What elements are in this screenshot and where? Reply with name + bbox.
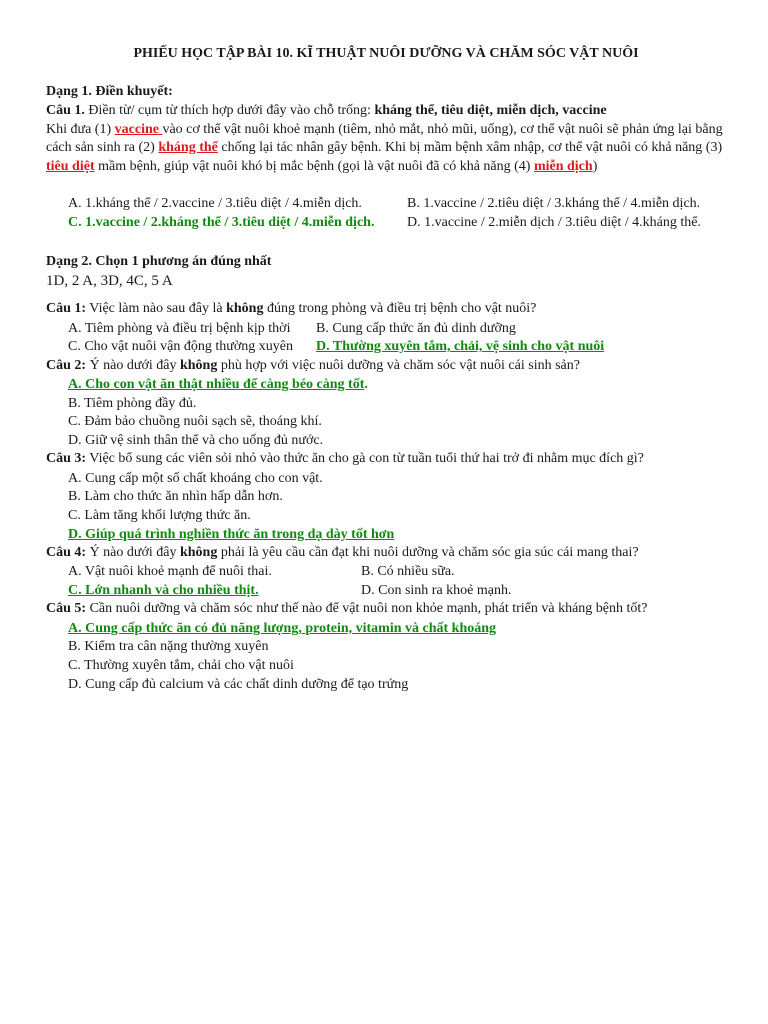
part1-option-d: D. 1.vaccine / 2.miễn dịch / 3.tiêu diệt / 4.kháng thể. [407, 215, 701, 230]
part2-heading: Dạng 2. Chọn 1 phương án đúng nhất [46, 254, 272, 269]
q2-option-b: B. Tiêm phòng đầy đủ. [68, 396, 197, 411]
page-title: PHIẾU HỌC TẬP BÀI 10. KĨ THUẬT NUÔI DƯỠNG VÀ CHĂM SÓC VẬT NUÔI [133, 46, 639, 61]
q3-option-a: A. Cung cấp một số chất khoáng cho con vật. [68, 471, 323, 486]
blank-answer-2: kháng thể [158, 140, 218, 155]
part1-option-b: B. 1.vaccine / 2.tiêu diệt / 3.kháng thể / 4.miễn dịch. [407, 196, 701, 211]
q4-option-a: A. Vật nuôi khoẻ mạnh để nuôi thai. [68, 564, 272, 579]
part1-option-a: A. 1.kháng thể / 2.vaccine / 3.tiêu diệt / 4.miễn dịch. [68, 196, 362, 211]
q3-text: Câu 3: Việc bổ sung các viên sỏi nhỏ vào thức ăn cho gà con từ tuần tuổi thứ hai trở đi nhằm mục đích gì? [46, 451, 644, 466]
part1-question: Câu 1. Điền từ/ cụm từ thích hợp dưới đây vào chỗ trống: kháng thể, tiêu diệt, miễn dịch, vaccine [46, 103, 607, 118]
q3-option-c: C. Làm tăng khối lượng thức ăn. [68, 508, 251, 523]
q5-option-b: B. Kiểm tra cân nặng thường xuyên [68, 639, 269, 654]
part1-heading: Dạng 1. Điền khuyết: [46, 84, 173, 99]
q4-text: Câu 4: Ý nào dưới đây không phải là yêu cầu cần đạt khi nuôi dưỡng và chăm sóc gia súc cái mang thai? [46, 545, 639, 560]
answer-key: 1D, 2 A, 3D, 4C, 5 A [46, 273, 173, 289]
blank-answer-3: tiêu diệt [46, 159, 95, 174]
blank-answer-4: miễn dịch [533, 159, 593, 174]
part1-paragraph-line1: Khi đưa (1) vaccine vào cơ thể vật nuôi khoẻ mạnh (tiêm, nhỏ mắt, nhỏ mũi, uống), cơ thể vật nuôi sẽ phản ứng lại bằng [46, 122, 723, 137]
part1-paragraph-line2: cách sản sinh ra (2) kháng thể chống lại tác nhân gây bệnh. Khi bị mầm bệnh xâm nhập, cơ thể vật nuôi có khả năng (3) [46, 140, 723, 155]
q5-option-d: D. Cung cấp đủ calcium và các chất dinh dưỡng để tạo trứng [68, 677, 409, 692]
q3-option-b: B. Làm cho thức ăn nhìn hấp dẫn hơn. [68, 489, 283, 504]
q1-option-a: A. Tiêm phòng và điều trị bệnh kịp thời [68, 321, 291, 336]
q1-text: Câu 1: Việc làm nào sau đây là không đúng trong phòng và điều trị bệnh cho vật nuôi? [46, 301, 537, 316]
q2-option-d: D. Giữ vệ sinh thân thể và cho uống đủ nước. [68, 433, 324, 448]
part1-paragraph-line3: tiêu diệt mầm bệnh, giúp vật nuôi khó bị mắc bệnh (gọi là vật nuôi đã có khả năng (4) miễn dịch) [46, 159, 598, 174]
q1-option-c: C. Cho vật nuôi vận động thường xuyên [68, 339, 293, 354]
q4-option-d: D. Con sinh ra khoẻ mạnh. [361, 583, 512, 598]
q2-option-a-correct: A. Cho con vật ăn thật nhiều để càng béo càng tốt. [68, 377, 368, 392]
q1-option-b: B. Cung cấp thức ăn đủ dinh dưỡng [316, 321, 516, 336]
q2-text: Câu 2: Ý nào dưới đây không phù hợp với việc nuôi dưỡng và chăm sóc vật nuôi cái sinh sản? [46, 358, 580, 373]
q5-option-a-correct: A. Cung cấp thức ăn có đủ năng lượng, protein, vitamin và chất khoáng [68, 621, 497, 636]
q2-option-c: C. Đảm bảo chuồng nuôi sạch sẽ, thoáng khí. [68, 414, 322, 429]
blank-answer-1: vaccine [114, 122, 163, 137]
q3-option-d-correct: D. Giúp quá trình nghiền thức ăn trong dạ dày tốt hơn [68, 527, 395, 542]
q1-option-d-correct: D. Thường xuyên tắm, chải, vệ sinh cho vật nuôi [316, 339, 605, 354]
q4-option-c-correct: C. Lớn nhanh và cho nhiều thịt. [68, 583, 259, 598]
part1-option-c-correct: C. 1.vaccine / 2.kháng thể / 3.tiêu diệt / 4.miễn dịch. [68, 215, 375, 230]
q5-option-c: C. Thường xuyên tắm, chải cho vật nuôi [68, 658, 294, 673]
q5-text: Câu 5: Cần nuôi dưỡng và chăm sóc như thế nào để vật nuôi non khỏe mạnh, phát triển và kháng bệnh tốt? [46, 601, 648, 616]
q4-option-b: B. Có nhiều sữa. [361, 564, 455, 579]
